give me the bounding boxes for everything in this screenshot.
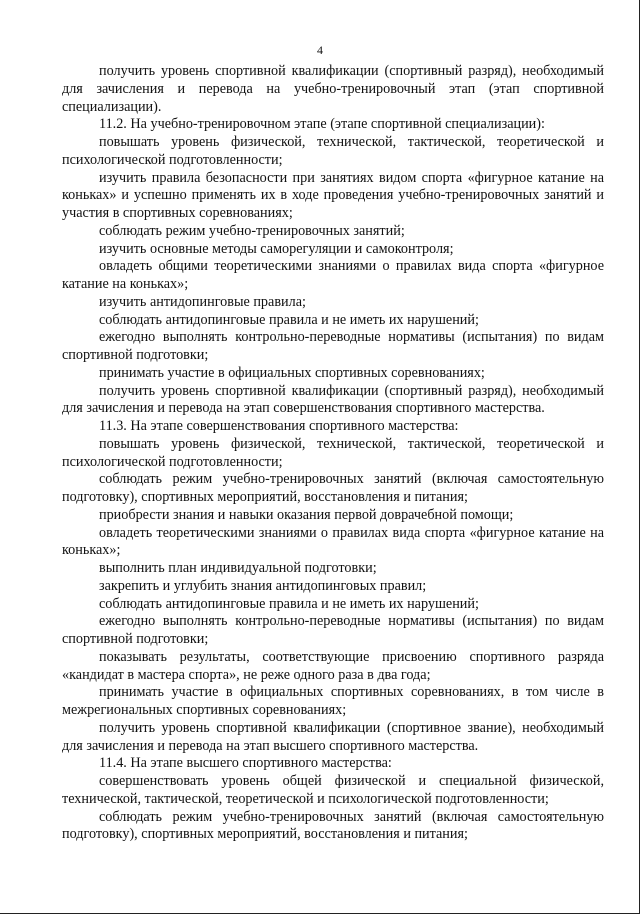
section-heading-11-2: 11.2. На учебно-тренировочном этапе (этапе спортивной специализации): — [99, 116, 545, 133]
paragraph-list-item: изучить антидопинговые правила; — [99, 293, 306, 310]
paragraph-list-item: овладеть теоретическими знаниями о правилах вида спорта «фигурное катание на коньках»; — [62, 524, 604, 559]
paragraph-list-item: овладеть общими теоретическими знаниями о правилах вида спорта «фигурное катание на коньках»; — [62, 258, 604, 292]
paragraph-list-item: получить уровень спортивной квалификации (спортивное звание), необходимый для зачисления и перевода на этап высшего спортивного мастерства. — [62, 719, 604, 754]
paragraph-list-item: соблюдать режим учебно-тренировочных занятий (включая самостоятельную подготовку), спортивных мероприятий, восстановления и питания; — [62, 808, 604, 843]
paragraph-list-item: повышать уровень физической, технической, тактической, теоретической и психологической подготовленности; — [62, 435, 604, 470]
document-body — [62, 63, 604, 844]
section-heading-11-3: 11.3. На этапе совершенствования спортивного мастерства: — [99, 418, 459, 434]
paragraph-receive-qualification-training-stage: получить уровень спортивной квалификации (спортивный разряд), необходимый для зачисления и перевода на учебно-тренировочный этап (этап спортивной специализации). — [62, 63, 604, 115]
paragraph-list-item: соблюдать антидопинговые правила и не иметь их нарушений; — [99, 311, 479, 328]
paragraph-list-item: изучить основные методы саморегуляции и самоконтроля; — [99, 240, 454, 257]
paragraph-list-item: соблюдать режим учебно-тренировочных занятий (включая самостоятельную подготовку), спортивных мероприятий, восстановления и питания; — [62, 471, 604, 505]
paragraph-list-item: закрепить и углубить знания антидопинговых правил; — [99, 577, 427, 594]
paragraph-list-item: повышать уровень физической, технической, тактической, теоретической и психологической подготовленности; — [62, 134, 604, 168]
paragraph-list-item: соблюдать режим учебно-тренировочных занятий; — [99, 222, 405, 239]
page-number: 4 — [317, 43, 323, 57]
paragraph-list-item: приобрести знания и навыки оказания первой доврачебной помощи; — [99, 506, 514, 523]
paragraph-list-item: соблюдать антидопинговые правила и не иметь их нарушений; — [99, 595, 479, 612]
paragraph-list-item: показывать результаты, соответствующие присвоению спортивного разряда «кандидат в мастера спорта», не реже одного раза в два года; — [62, 648, 604, 683]
paragraph-list-item: выполнить план индивидуальной подготовки; — [99, 560, 377, 576]
paragraph-list-item: принимать участие в официальных спортивных соревнованиях, в том числе в межрегиональных спортивных соревнованиях; — [62, 684, 604, 718]
paragraph-list-item: изучить правила безопасности при занятиях видом спорта «фигурное катание на коньках» и успешно применять их в ходе проведения учебно-тренировочных занятий и участия в спортивных соревнованиях; — [62, 169, 604, 221]
paragraph-list-item: ежегодно выполнять контрольно-переводные нормативы (испытания) по видам спортивной подготовки; — [62, 329, 604, 363]
paragraph-list-item: получить уровень спортивной квалификации (спортивный разряд), необходимый для зачисления и перевода на этап совершенствования спортивного мастерства. — [62, 382, 604, 417]
paragraph-list-item: ежегодно выполнять контрольно-переводные нормативы (испытания) по видам спортивной подготовки; — [62, 613, 604, 647]
paragraph-list-item: принимать участие в официальных спортивных соревнованиях; — [99, 364, 485, 381]
paragraph-list-item: совершенствовать уровень общей физической и специальной физической, технической, тактической, теоретической и психологической подготовленности; — [62, 773, 604, 807]
section-heading-11-4: 11.4. На этапе высшего спортивного мастерства: — [99, 755, 392, 772]
